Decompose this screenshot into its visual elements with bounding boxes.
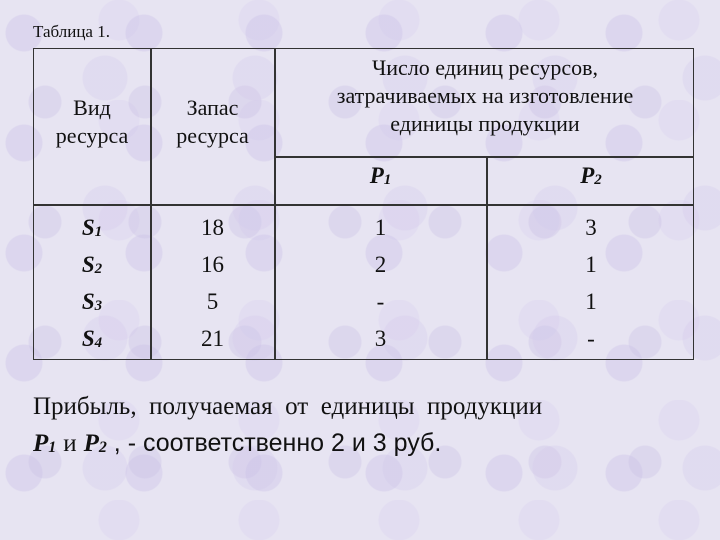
p1-cell: 2	[374, 252, 387, 277]
header-consumption-line1: Число единиц ресурсов,	[371, 55, 598, 80]
header-consumption-line3: единицы продукции	[390, 111, 580, 137]
p1-cell: 3	[374, 326, 387, 351]
resource-cell: $S_1$	[81, 215, 103, 240]
profit-line1: Прибыль, получаемая от единицы продукции	[33, 393, 543, 420]
p2-cell: -	[587, 326, 595, 351]
p2-column	[488, 209, 694, 357]
header-product-p2	[488, 163, 694, 189]
profit-rest: , - соответственно 2 и 3 руб.	[106, 429, 442, 457]
p1-cell: 1	[374, 215, 387, 240]
resource-cell: $S_3$	[81, 289, 103, 314]
resource-cell: $S_2$	[81, 252, 103, 277]
p2-cell: 3	[585, 215, 597, 240]
header-resource-consumption	[275, 54, 695, 138]
header-resource-stock-line1: Запас	[186, 95, 239, 120]
profit-and: и	[63, 430, 77, 457]
p1-cell: -	[376, 289, 385, 314]
header-product-p1	[275, 163, 486, 189]
header-resource-type	[34, 94, 150, 150]
resource-column	[34, 209, 150, 357]
header-bottom-line	[34, 204, 694, 206]
header-consumption-line2: затрачиваемых на изготовление	[336, 83, 634, 109]
header-resource-type-line2: ресурса	[55, 123, 129, 149]
profit-p2: $P_2$	[83, 430, 107, 457]
header-resource-stock	[151, 94, 274, 150]
header-resource-stock-line2: ресурса	[176, 123, 249, 149]
header-p1-sub: 1	[383, 172, 392, 188]
header-resource-type-line1: Вид	[73, 95, 111, 120]
header-p2-letter: P	[580, 163, 595, 188]
sub-header-line	[274, 156, 694, 158]
profit-statement	[33, 389, 703, 466]
stock-cell: 5	[206, 289, 219, 314]
p1-column	[275, 209, 486, 357]
resource-table	[33, 48, 694, 360]
table-caption: Таблица 1.	[33, 22, 110, 41]
stock-cell: 16	[201, 252, 224, 277]
resource-cell: $S_4$	[81, 326, 103, 351]
stock-column	[151, 209, 274, 357]
header-p1-letter: P	[369, 163, 384, 188]
stock-cell: 18	[201, 215, 224, 240]
header-p2-sub: 2	[594, 172, 602, 188]
profit-line2	[33, 425, 703, 466]
profit-p1: $P_1$	[33, 430, 57, 457]
stock-cell: 21	[201, 326, 224, 351]
p2-cell: 1	[585, 289, 597, 314]
p2-cell: 1	[585, 252, 597, 277]
